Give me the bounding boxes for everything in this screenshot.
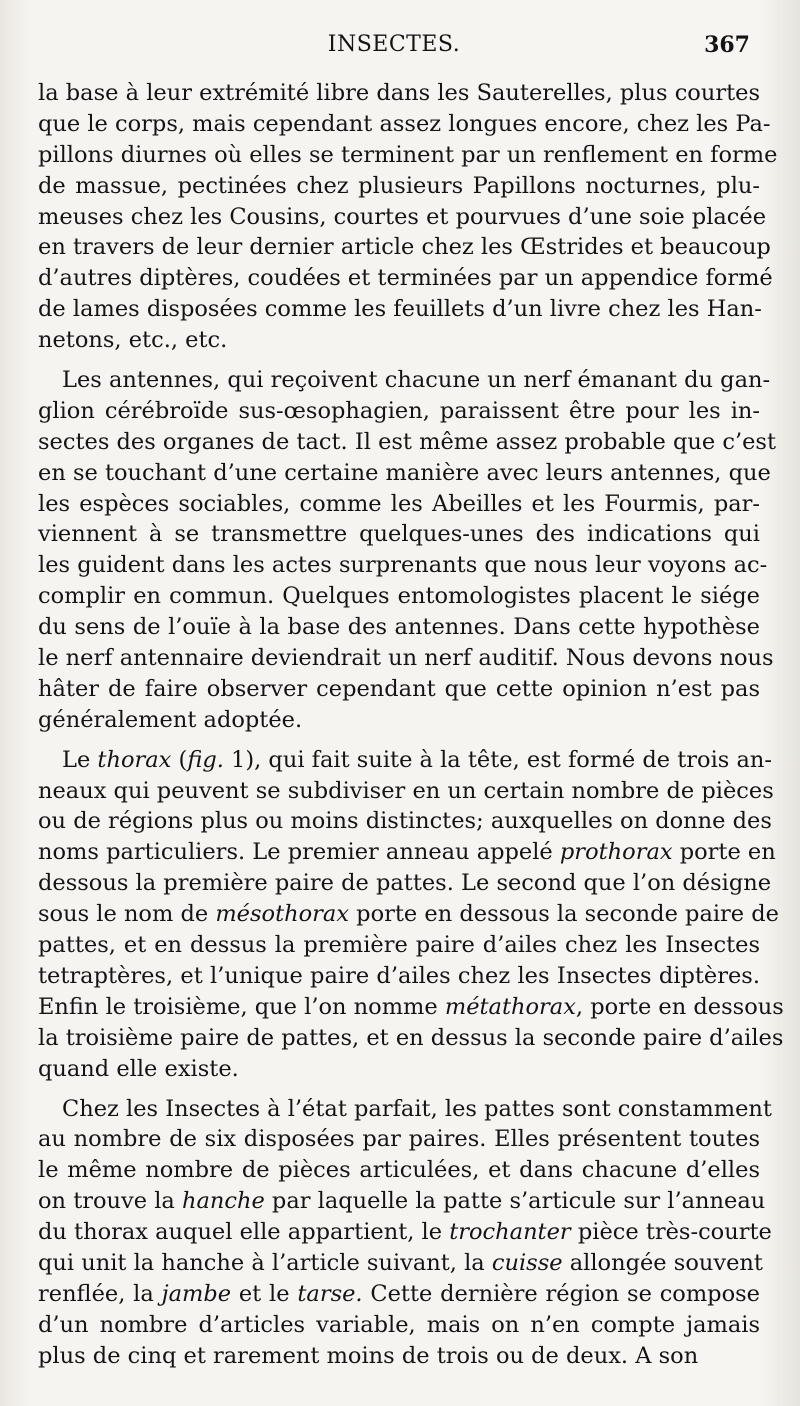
text-run: les espèces sociables, comme les Abeilles et les Fourmis, par- [38, 490, 760, 517]
text-line [38, 365, 771, 396]
text-line [38, 1054, 760, 1085]
text-run: qui unit la hanche à l’article suivant, la [38, 1249, 492, 1276]
text-line [38, 992, 784, 1023]
text-run: la troisième paire de pattes, et en dessus la seconde paire d’ailes [38, 1024, 784, 1051]
text-run: porte en [672, 839, 776, 866]
italic-term: métathorax [444, 993, 576, 1020]
text-run: dessous la première paire de pattes. Le second que l’on désigne [38, 870, 772, 897]
text-line [38, 519, 760, 550]
text-run: sectes des organes de tact. Il est même assez probable que c’est [38, 428, 777, 455]
text-line [38, 1094, 772, 1125]
text-run: sous le nom de [38, 901, 216, 928]
text-line [38, 396, 760, 427]
text-run: en se touchant d’une certaine manière avec leurs antennes, que [38, 459, 771, 486]
text-run: allongée souvent [562, 1249, 763, 1276]
text-line [38, 427, 777, 458]
text-run: le nerf antennaire deviendrait un nerf auditif. Nous devons nous [38, 645, 774, 672]
paragraph-gap [38, 736, 760, 745]
text-run: , porte en dessous [575, 993, 784, 1020]
text-line [38, 109, 771, 140]
paragraph-p2 [38, 365, 777, 736]
text-line [38, 806, 772, 837]
text-line [38, 1124, 760, 1155]
text-run: Cette dernière région se compose [362, 1280, 760, 1307]
text-run: le même nombre de pièces articulées, et dans chacune d’elles [38, 1157, 760, 1184]
text-run: glion cérébroïde sus-œsophagien, paraissent être pour les in- [38, 397, 760, 424]
text-line [38, 1248, 763, 1279]
text-line [38, 1217, 772, 1248]
text-run: porte en dessous la seconde paire de [349, 901, 779, 928]
text-line [38, 1155, 760, 1186]
text-run: Les antennes, qui reçoivent chacune un nerf émanant du gan- [62, 367, 771, 394]
text-line [38, 1341, 760, 1372]
text-line [38, 745, 772, 776]
paragraph-p3 [38, 745, 784, 1085]
italic-term: cuisse [491, 1249, 563, 1276]
text-run: que le corps, mais cependant assez longues encore, chez les Pa- [38, 110, 771, 137]
text-line [38, 705, 760, 736]
paragraph-p1 [38, 78, 778, 356]
paragraph-gap [38, 356, 760, 365]
text-run: en travers de leur dernier article chez les Œstrides et beaucoup [38, 234, 771, 261]
text-run: et le [231, 1280, 298, 1307]
text-run: Chez les Insectes à l’état parfait, les pattes sont constamment [62, 1095, 772, 1122]
text-run: renflée, la [38, 1280, 162, 1307]
running-title: INSECTES. [327, 32, 461, 57]
text-line [38, 232, 771, 263]
text-run: on trouve la [38, 1188, 182, 1215]
text-run: ou de régions plus ou moins distinctes; auxquelles on donne des [38, 808, 772, 835]
italic-term: hanche [181, 1188, 265, 1215]
text-run: hâter de faire observer cependant que cette opinion n’est pas [38, 675, 760, 702]
text-run: pièce très-courte [570, 1219, 772, 1246]
text-run: viennent à se transmettre quelques-unes des indications qui [38, 521, 760, 548]
text-line [38, 1186, 766, 1217]
text-line [38, 140, 778, 171]
text-run: noms particuliers. Le premier anneau appelé [38, 839, 560, 866]
paragraph-p4 [38, 1094, 772, 1372]
text-run: de lames disposées comme les feuillets d’un livre chez les Han- [38, 296, 762, 323]
text-run: d’un nombre d’articles variable, mais on n’en compte jamais [38, 1311, 760, 1338]
text-run: quand elle existe. [38, 1055, 239, 1082]
text-run: plus de cinq et rarement moins de trois ou de deux. A son [38, 1342, 699, 1369]
text-run: du thorax auquel elle appartient, le [38, 1219, 450, 1246]
text-run: la base à leur extrémité libre dans les Sauterelles, plus courtes [38, 80, 760, 106]
text-run: du sens de l’ouïe à la base des antennes. Dans cette hypothèse [38, 614, 760, 641]
text-line [38, 899, 779, 930]
text-run: meuses chez les Cousins, courtes et pourvues d’une soie placée [38, 203, 767, 230]
italic-term: thorax [97, 746, 172, 773]
italic-term: fig. [187, 746, 224, 773]
italic-term: tarse. [297, 1280, 363, 1307]
text-line [38, 325, 760, 356]
text-run: au nombre de six disposées par paires. Elles présentent toutes [38, 1126, 760, 1153]
page-body [38, 78, 784, 1372]
text-line [38, 1310, 760, 1341]
text-run: pattes, et en dessus la première paire d’ailes chez les Insectes [38, 932, 760, 959]
italic-term: jambe [161, 1280, 232, 1307]
text-run: netons, etc., etc. [38, 327, 228, 354]
text-run: ( [171, 746, 188, 773]
text-line [38, 263, 773, 294]
text-line [38, 1279, 760, 1310]
text-run: par laquelle la patte s’articule sur l’anneau [264, 1188, 766, 1215]
text-line [38, 674, 760, 705]
text-run: neaux qui peuvent se subdiviser en un certain nombre de pièces [38, 777, 774, 804]
text-run: de massue, pectinées chez plusieurs Papillons nocturnes, plu- [38, 172, 760, 199]
text-line [38, 550, 768, 581]
text-line [38, 1023, 784, 1054]
text-line [38, 202, 767, 233]
italic-term: trochanter [449, 1219, 571, 1246]
text-run: d’autres diptères, coudées et terminées par un appendice formé [38, 265, 773, 292]
text-line [38, 171, 760, 202]
paragraph-gap [38, 1085, 760, 1094]
text-line [38, 458, 771, 489]
text-line [38, 612, 760, 643]
italic-term: mésothorax [215, 901, 350, 928]
text-run: 1), qui fait suite à la tête, est formé de trois an- [223, 746, 772, 773]
text-line [38, 930, 760, 961]
text-run: complir en commun. Quelques entomologistes placent le siége [38, 583, 760, 610]
text-line [38, 581, 760, 612]
text-line [38, 837, 776, 868]
text-line [38, 489, 760, 520]
text-line [38, 868, 772, 899]
text-line [38, 776, 774, 807]
text-run: tetraptères, et l’unique paire d’ailes chez les Insectes diptères. [38, 962, 760, 989]
page-number: 367 [704, 32, 750, 58]
text-run: généralement adoptée. [38, 706, 303, 733]
text-run: Enfin le troisième, que l’on nomme [38, 993, 445, 1020]
text-run: Le [62, 746, 98, 773]
text-line [38, 643, 774, 674]
text-run: les guident dans les actes surprenants que nous leur voyons ac- [38, 552, 768, 579]
text-line [38, 961, 760, 992]
page-header [38, 30, 750, 64]
text-run: pillons diurnes où elles se terminent par un renflement en forme [38, 141, 778, 168]
text-line [38, 294, 760, 325]
text-line [38, 78, 760, 109]
italic-term: prothorax [559, 839, 673, 866]
